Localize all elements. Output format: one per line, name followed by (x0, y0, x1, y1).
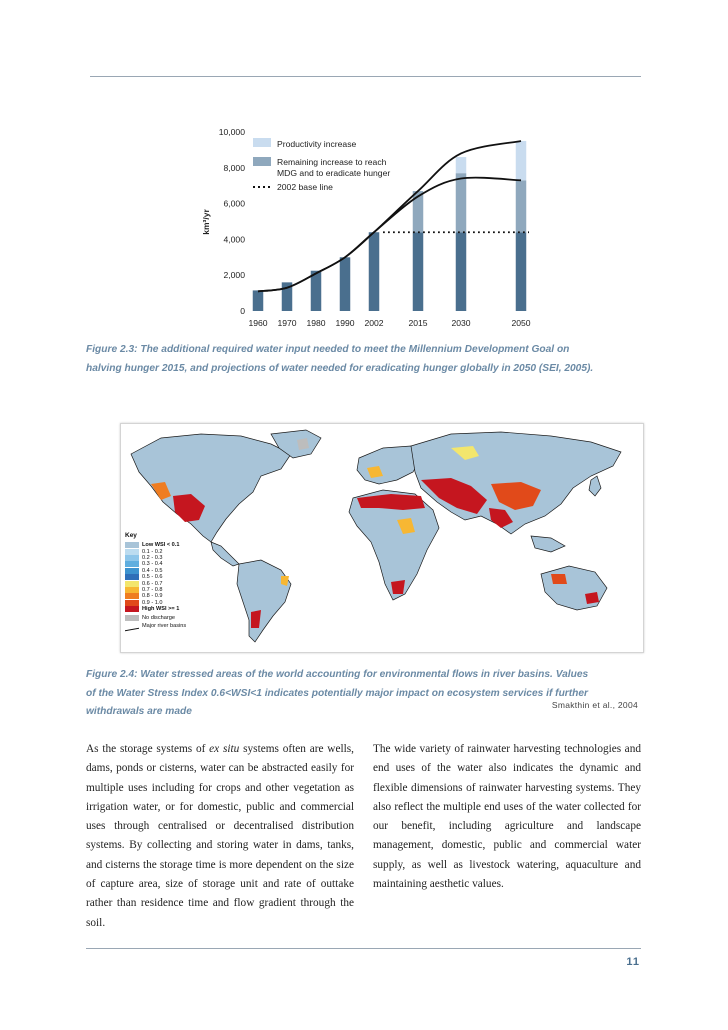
x-tick-label: 2015 (408, 318, 428, 328)
bar-2030-0 (456, 232, 467, 311)
bar-2050-0 (516, 232, 527, 311)
bottom-rule (86, 948, 641, 949)
map-key-label: 0.8 - 0.9 (142, 593, 163, 600)
figure-2-4-credit: Smakthin et al., 2004 (551, 700, 638, 710)
y-tick-label: 8,000 (223, 162, 245, 173)
bar-2050-2 (516, 141, 527, 180)
bar-2050-1 (516, 180, 527, 232)
figure-2-3-caption (86, 341, 646, 378)
bar-2015-0 (413, 232, 424, 311)
right-text: The wide variety of rainwater harvesting technologies and end uses of the water also indicates the dynamic and flexible dimensions of rainwater harvesting systems. They also reflect the multiple end uses of the water collected for our benefit, including agriculture and landscape management, domestic, public and commercial water supply, as well as livestock watering, aquaculture and maintaining aesthetic values. (373, 743, 641, 891)
bar-1980-0 (311, 271, 322, 311)
no-discharge-label: No discharge (142, 615, 175, 622)
map-key-title: Key (125, 532, 137, 539)
map-key-label: 0.4 - 0.5 (142, 567, 163, 574)
river-basin-label: Major river basins (142, 623, 187, 630)
map-key (125, 532, 217, 630)
legend-label-baseline: 2002 base line (277, 182, 333, 192)
map-key-swatch (125, 574, 139, 580)
map-key-label: 0.1 - 0.2 (142, 548, 163, 555)
map-key-label: 0.7 - 0.8 (142, 586, 163, 593)
map-key-swatch (125, 568, 139, 574)
top-rule (90, 76, 641, 77)
map-key-label: 0.9 - 1.0 (142, 599, 163, 606)
x-tick-label: 2002 (364, 318, 384, 328)
body-left-column (86, 740, 354, 933)
y-tick-label: 2,000 (223, 270, 245, 281)
x-tick-label: 2030 (451, 318, 471, 328)
map-key-swatch (125, 555, 139, 561)
map-key-swatch (125, 600, 139, 606)
figure-2-3-caption-line-2: halving hunger 2015, and projections of water needed for eradicating hunger globally in 2050 (SEI, 2005). (86, 362, 594, 374)
left-text-a: As the storage systems of (86, 743, 210, 755)
y-axis-label: km³/yr (201, 209, 211, 235)
map-key-swatch (125, 593, 139, 599)
map-key-swatch (125, 581, 139, 587)
map-key-label: 0.5 - 0.6 (142, 574, 163, 581)
page-number: 11 (626, 956, 640, 968)
figure-2-4-caption-line-1: Figure 2.4: Water stressed areas of the world accounting for environmental flows in river basins. Values (86, 669, 589, 680)
x-tick-label: 2050 (511, 318, 531, 328)
bar-2002-0 (369, 232, 380, 311)
x-tick-label: 1980 (306, 318, 326, 328)
body-right-column (373, 740, 641, 894)
map-key-label: 0.2 - 0.3 (142, 554, 163, 561)
map-key-extra (125, 614, 217, 630)
x-tick-label: 1990 (335, 318, 355, 328)
bar-2030-1 (456, 173, 467, 232)
map-key-label: High WSI >= 1 (142, 606, 180, 613)
figure-2-4-caption-line-3: withdrawals are made (86, 706, 192, 717)
map-key-label: Low WSI < 0.1 (142, 542, 180, 549)
y-tick-label: 0 (240, 306, 245, 316)
legend-label-remaining-1: Remaining increase to reach (277, 157, 387, 167)
map-key-label: 0.6 - 0.7 (142, 580, 163, 587)
bar-2030-2 (456, 157, 467, 173)
bar-1960-0 (253, 290, 264, 311)
water-input-chart (195, 122, 545, 337)
y-tick-label: 4,000 (223, 234, 245, 245)
figure-2-4-caption (86, 666, 589, 722)
chart-legend (253, 138, 390, 192)
no-discharge-areas (297, 438, 309, 450)
left-text-italic: ex situ (209, 743, 240, 755)
left-text-b: systems often are wells, dams, ponds or cisterns, water can be abstracted easily for multiple uses including for crops and other vegetation as irrigation water, or for domestic, public and commercial uses through centralised or decentralised distribution systems. By collecting and storing water in dams, tanks, and cisterns the storage time is more dependent on the size of capture area, size of storage unit and rate of outtake rather than residence time and flow gradient through the soil. (86, 743, 354, 929)
map-key-swatch (125, 549, 139, 555)
bar-1990-0 (340, 257, 351, 311)
legend-label-remaining-2: MDG and to eradicate hunger (277, 168, 391, 178)
map-key-swatch (125, 561, 139, 567)
y-tick-label: 10,000 (218, 127, 245, 137)
map-key-rows (125, 542, 217, 612)
map-key-swatch (125, 587, 139, 593)
curve-lower (258, 178, 521, 292)
river-basin-swatch (125, 622, 139, 631)
map-key-swatch (125, 542, 139, 548)
x-tick-label: 1970 (277, 318, 297, 328)
water-stress-map (120, 423, 644, 653)
legend-swatch-remaining (253, 157, 271, 166)
legend-swatch-productivity (253, 138, 271, 147)
figure-2-3-caption-line-1: Figure 2.3: The additional required water input needed to meet the Millennium Development Goal on (86, 344, 570, 355)
map-key-row (125, 606, 217, 612)
y-tick-label: 6,000 (223, 198, 245, 209)
map-key-swatch (125, 606, 139, 612)
x-tick-label: 1960 (248, 318, 268, 328)
figure-2-4-caption-line-2: of the Water Stress Index 0.6<WSI<1 indicates potentially major impact on ecosystem services if further (86, 687, 589, 699)
map-key-label: 0.3 - 0.4 (142, 561, 163, 568)
legend-label-productivity: Productivity increase (277, 139, 357, 149)
no-discharge-swatch (125, 615, 139, 621)
